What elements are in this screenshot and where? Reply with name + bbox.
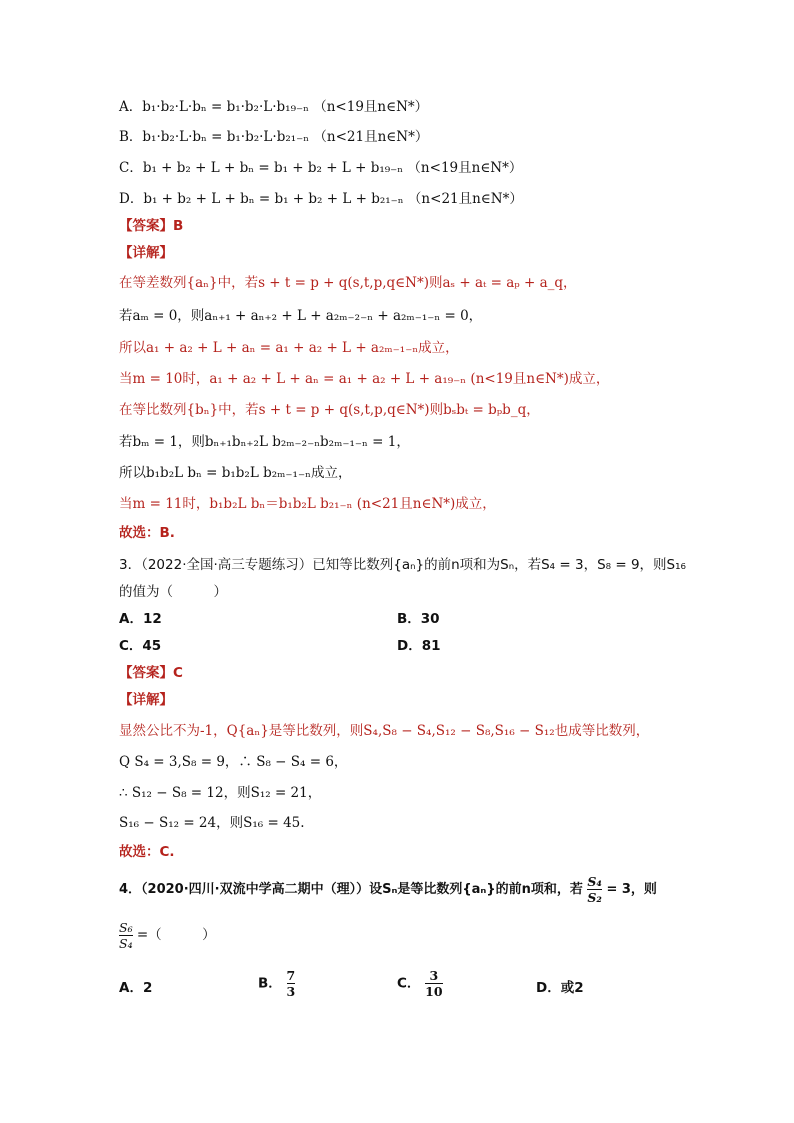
option-b: B．b₁·b₂·L·bₙ = b₁·b₂·L·b₂₁₋ₙ （n<21且n∈N*）: [119, 129, 429, 145]
q4-option-c-denominator: 10: [425, 984, 443, 999]
detail-q2-line-1: 在等差数列{aₙ}中，若s + t = p + q(s,t,p,q∈N*)则aₛ + aₜ = aₚ + a_q，: [119, 275, 577, 291]
detail-label-q3: 【详解】: [119, 692, 173, 708]
q4-ratio-fraction: [587, 874, 602, 905]
answer-q3: [119, 663, 183, 683]
detail-q2-line-5: 在等比数列{bₙ}中，若s + t = p + q(s,t,p,q∈N*)则bₛbₜ = bₚb_q，: [119, 402, 540, 418]
q4-stem-suffix: = 3，则: [606, 882, 657, 897]
q4-option-b-numerator: 7: [286, 968, 296, 983]
option-a: A．b₁·b₂·L·bₙ = b₁·b₂·L·b₁₉₋ₙ （n<19且n∈N*）: [119, 99, 429, 115]
detail-q3-line-4: S₁₆ − S₁₂ = 24，则S₁₆ = 45.: [119, 815, 305, 831]
q4-option-c-numerator: 3: [429, 968, 439, 983]
q4-option-b: [258, 968, 295, 999]
option-c: C．b₁ + b₂ + L + bₙ = b₁ + b₂ + L + b₁₉₋ₙ （n<19且n∈N*）: [119, 160, 523, 176]
detail-q2-line-7: 所以b₁b₂L bₙ = b₁b₂L b₂ₘ₋₁₋ₙ成立，: [119, 465, 352, 481]
detail-q2-line-4: 当m = 10时，a₁ + a₂ + L + aₙ = a₁ + a₂ + L + a₁₉₋ₙ (n<19且n∈N*)成立，: [119, 371, 610, 387]
detail-q2-line-3: 所以a₁ + a₂ + L + aₙ = a₁ + a₂ + L + a₂ₘ₋₁₋ₙ成立，: [119, 340, 459, 356]
answer-value: C: [173, 665, 183, 681]
q4-option-c: [397, 968, 443, 999]
q4-option-b-denominator: 3: [286, 984, 296, 999]
q3-stem-line-2: 的值为（ ）: [119, 584, 227, 600]
q4-stem-prefix: 4．（2020·四川·双流中学高二期中（理））设Sₙ是等比数列{aₙ}的前n项和，若: [119, 882, 583, 897]
answer-value: B: [173, 218, 184, 234]
detail-q3-line-2: Q S₄ = 3,S₈ = 9，∴ S₈ − S₄ = 6，: [119, 754, 348, 770]
q4-ask: [119, 920, 216, 951]
answer-q2: [119, 216, 183, 236]
answer-label: 【答案】: [119, 218, 173, 234]
q4-option-b-fraction: [287, 968, 296, 999]
q4-ask-denominator: S₄: [119, 936, 133, 951]
detail-q2-line-8: 当m = 11时，b₁b₂L bₙ＝b₁b₂L b₂₁₋ₙ (n<21且n∈N*)成立，: [119, 496, 496, 512]
detail-q3-line-3: ∴ S₁₂ − S₈ = 12，则S₁₂ = 21，: [119, 785, 322, 801]
q4-ratio-numerator: S₄: [587, 874, 602, 889]
q3-option-a: A．12: [119, 611, 162, 627]
q4-option-b-label: B．: [258, 975, 282, 992]
q3-option-c: C．45: [119, 638, 162, 654]
q3-option-d: D．81: [397, 638, 441, 654]
detail-q3-line-1: 显然公比不为-1，Q{aₙ}是等比数列，则S₄,S₈ − S₄,S₁₂ − S₈,S₁₆ − S₁₂也成等比数列，: [119, 723, 650, 739]
detail-q3-line-5: 故选：C.: [119, 844, 175, 860]
option-d: D．b₁ + b₂ + L + bₙ = b₁ + b₂ + L + b₂₁₋ₙ （n<21且n∈N*）: [119, 191, 523, 207]
q4-option-c-fraction: [425, 968, 442, 999]
detail-label-q2: 【详解】: [119, 245, 173, 261]
detail-q2-line-2: 若aₘ = 0，则aₙ₊₁ + aₙ₊₂ + L + a₂ₘ₋₂₋ₙ + a₂ₘ₋₁₋ₙ = 0，: [119, 308, 483, 324]
q4-ratio-denominator: S₂: [587, 890, 602, 905]
q4-option-d: D．或2: [536, 980, 584, 996]
q4-ask-numerator: S₆: [119, 920, 133, 935]
q4-option-c-label: C．: [397, 975, 421, 992]
q3-stem-line-1: 3．（2022·全国·高三专题练习）已知等比数列{aₙ}的前n项和为Sₙ，若S₄ = 3，S₈ = 9，则S₁₆: [119, 557, 686, 573]
answer-label: 【答案】: [119, 665, 173, 681]
q4-ask-suffix: =（ ）: [136, 927, 216, 943]
q4-ask-fraction: [119, 920, 133, 951]
detail-q2-line-9: 故选：B.: [119, 525, 175, 541]
detail-q2-line-6: 若bₘ = 1，则bₙ₊₁bₙ₊₂L b₂ₘ₋₂₋ₙb₂ₘ₋₁₋ₙ = 1，: [119, 434, 410, 450]
q4-stem: [119, 874, 657, 905]
q3-option-b: B．30: [397, 611, 440, 627]
q4-option-a: A．2: [119, 980, 153, 996]
